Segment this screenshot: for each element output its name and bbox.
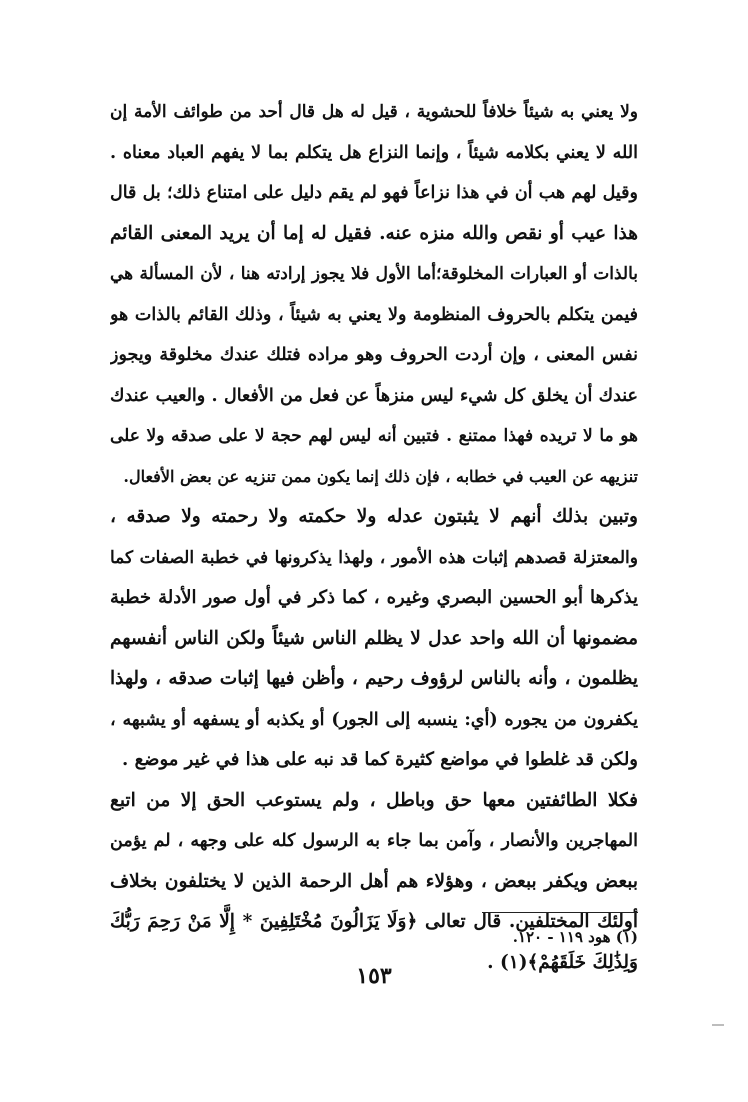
text-line: ولكن قد غلطوا في مواضع كثيرة كما قد نبه على هذا في غير موضع . xyxy=(122,749,638,770)
main-text xyxy=(110,92,638,983)
text-line: وقيل لهم هب أن في هذا نزاعاً فهو لم يقم دليل على امتناع ذلك؛ بل قال xyxy=(110,183,638,203)
text-line: هو ما لا تريده فهذا ممتنع . فتبين أنه ليس لهم حجة لا على صدقه ولا على xyxy=(110,426,638,446)
text-line: بالذات أو العبارات المخلوقة؛أما الأول فلا يجوز إرادته هنا ، لأن المسألة هي xyxy=(110,264,638,284)
text-line: ببعض ويكفر ببعض ، وهؤلاء هم أهل الرحمة الذين لا يختلفون بخلاف xyxy=(110,870,638,892)
text-line: تنزيهه عن العيب في خطابه ، فإن ذلك إنما يكون ممن تنزيه عن بعض الأفعال. xyxy=(123,466,638,486)
text-line: هذا عيب أو نقص والله منزه عنه. فقيل له إما أن يريد المعنى القائم xyxy=(110,222,638,244)
text-line: نفس المعنى ، وإن أردت الحروف وهو مراده فتلك عندك مخلوقة ويجوز xyxy=(110,345,638,365)
scan-speck xyxy=(712,1024,724,1026)
footnote: (١) هود ١١٩ - ١٢٠. xyxy=(512,928,638,946)
text-line: يكفرون من يجوره (أي: ينسبه إلى الجور) أو يكذبه أو يسفهه أو يشبهه ، xyxy=(110,709,638,730)
text-line: مضمونها أن الله واحد عدل لا يظلم الناس شيئاً ولكن الناس أنفسهم xyxy=(110,627,638,649)
text-line: والمعتزلة قصدهم إثبات هذه الأمور ، ولهذا يذكرونها في خطبة الصفات كما xyxy=(110,547,638,568)
text-line: المهاجرين والأنصار ، وآمن بما جاء به الرسول كله على وجهه ، لم يؤمن xyxy=(110,831,638,851)
text-line: وَلِذَٰلِكَ خَلَقَهُمْ﴾(١) . xyxy=(487,951,638,973)
text-line: عندك أن يخلق كل شيء ليس منزهاً عن فعل من الأفعال . والعيب عندك xyxy=(110,385,638,406)
text-line: وتبين بذلك أنهم لا يثبتون عدله ولا حكمته ولا رحمته ولا صدقه ، xyxy=(110,506,638,527)
text-line: يظلمون ، وأنه بالناس لرؤوف رحيم ، وأظن فيها إثبات صدقه ، ولهذا xyxy=(110,668,638,689)
text-line: ولا يعني به شيئاً خلافاً للحشوية ، قيل له هل قال أحد من طوائف الأمة إن xyxy=(110,102,638,122)
text-line: أولئك المختلفين. قال تعالى ﴿وَلَا يَزَالُونَ مُخْتَلِفِينَ * إِلَّا مَنْ رَحِمَ رَبُّكَ xyxy=(110,911,638,932)
text-line: الله لا يعني بكلامه شيئاً ، وإنما النزاع هل يتكلم بما لا يفهم العباد معناه . xyxy=(110,142,638,163)
text-line: يذكرها أبو الحسين البصري وغيره ، كما ذكر في أول صور الأدلة خطبة xyxy=(110,587,638,608)
page-number: ١٥٣ xyxy=(356,963,392,989)
footnote-divider xyxy=(482,912,638,913)
text-line: فيمن يتكلم بالحروف المنظومة ولا يعني به شيئاً ، وذلك القائم بالذات هو xyxy=(110,304,638,325)
text-line: فكلا الطائفتين معها حق وباطل ، ولم يستوعب الحق إلا من اتبع xyxy=(110,789,638,811)
